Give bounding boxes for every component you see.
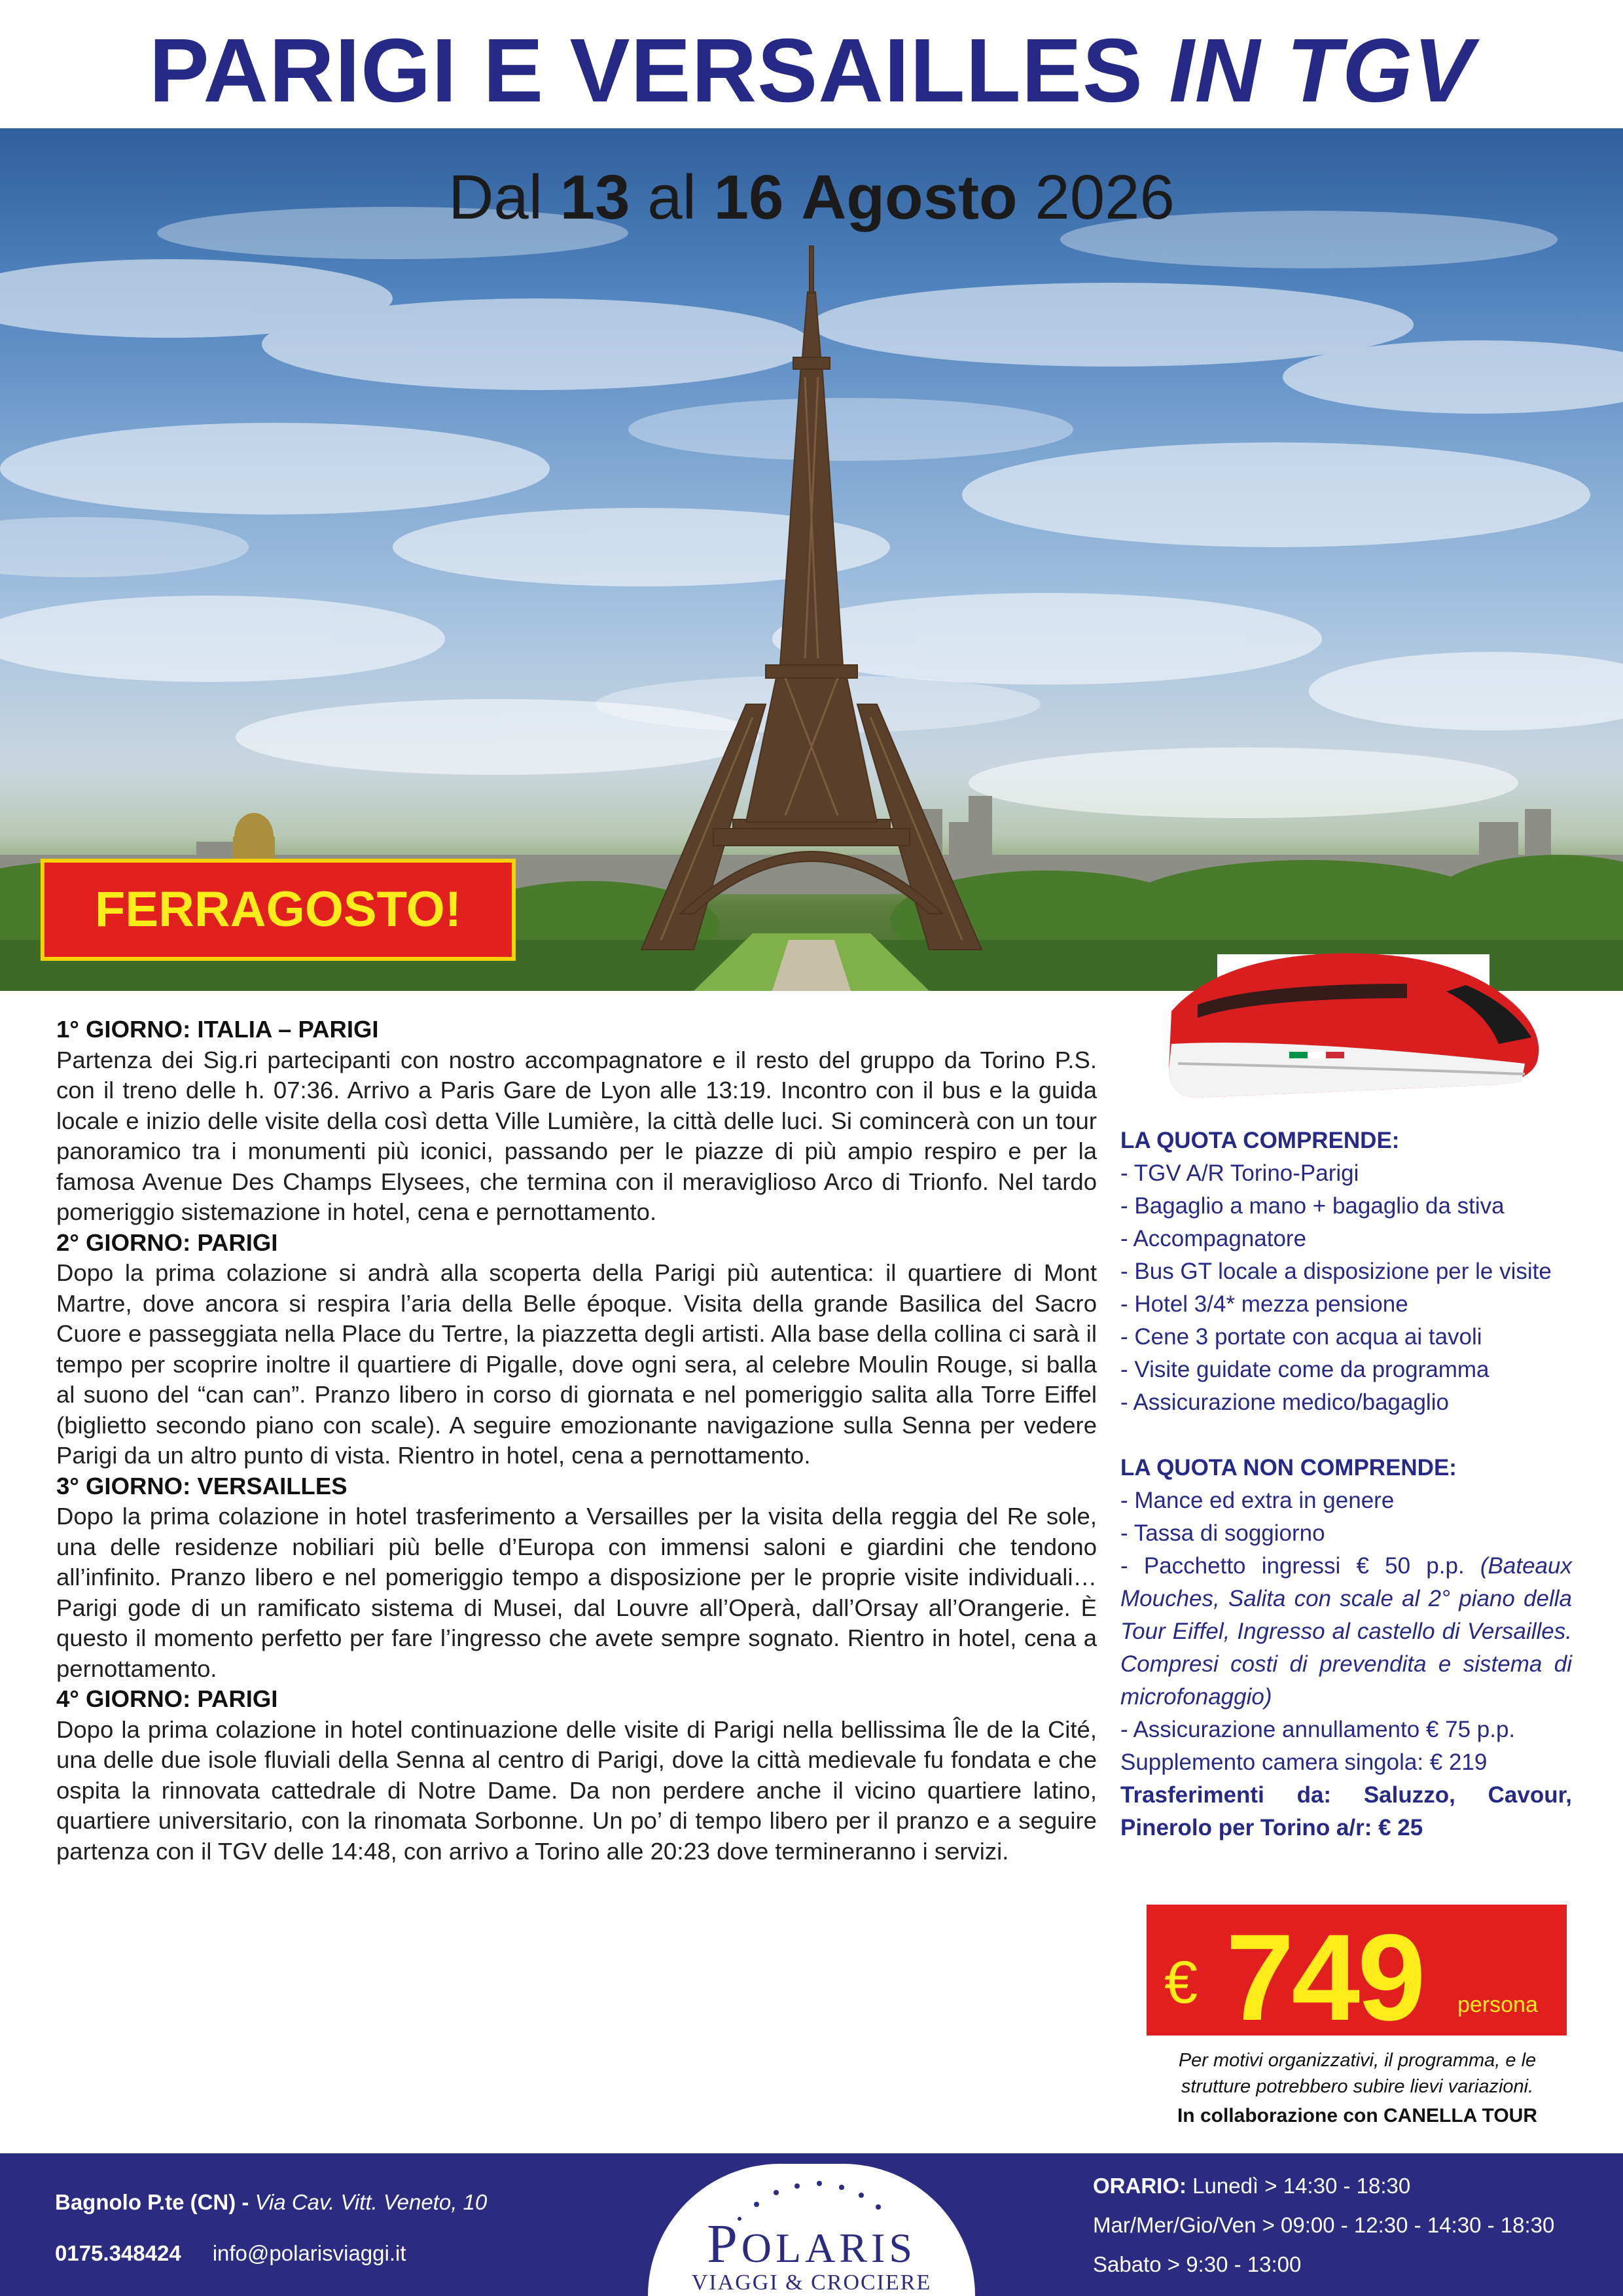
logo-subtitle: VIAGGI & CROCIERE (691, 2270, 932, 2295)
included-item: - TGV A/R Torino-Parigi (1120, 1160, 1359, 1186)
package-note: (Bateaux Mouches, Salita con scale al 2° piano della Tour Eiffel, Ingresso al castello di Versailles. Compresi costi di prevendita e sistema di microfonaggio) (1120, 1553, 1572, 1710)
day1-text: Partenza dei Sig.ri partecipanti con nostro accompagnatore e il resto del gruppo da Torino P.S. con il treno delle h. 07:36. Arrivo a Paris Gare de Lyon alle 13:19. Incontro con il bus e la guida locale e inizio delle visite della così detta Ville Lumière, la città delle luci. Si comincerà con un tour panoramico tra i monumenti più iconici, passando per le piazze di più ampio respiro e per la famosa Avenue Des Champs Elysees, che termina con il meraviglioso Arco di Trionfo. Nel tardo pomeriggio sistemazione in hotel, cena e pernottamento. (56, 1046, 1097, 1225)
date-year: 2026 (1035, 162, 1175, 232)
package-item (1120, 1550, 1572, 1713)
hours-line: Lunedì > 14:30 - 18:30 (1192, 2174, 1411, 2198)
not-included-item: - Tassa di soggiorno (1120, 1520, 1325, 1546)
not-included-item: - Mance ed extra in genere (1120, 1488, 1395, 1513)
tgv-train-illustration (1158, 913, 1551, 1129)
itinerary (56, 1014, 1097, 1867)
page-title (0, 18, 1623, 123)
price-value: 749 (1226, 1909, 1423, 2046)
included-item: - Bus GT locale a disposizione per le visite (1120, 1259, 1552, 1284)
agency-contacts (55, 2177, 487, 2279)
title-main: PARIGI E VERSAILLES (149, 20, 1143, 121)
day2-text: Dopo la prima colazione si andrà alla scoperta della Parigi più autentica: il quartiere di Mont Martre, dove ancora si respira l’aria della Belle époque. Visita della grande Basilica del Sacro Cuore e passeggiata nella Place du Tertre, la piazzetta degli artisti. Alla base della collina ci sarà il tempo per scoprire inoltre il quartiere di Pigalle, dove ogni sera, al celebre Moulin Rouge, si balla al suono del “can can”. Pranzo libero in corso di giornata e nel pomeriggio salita alla Torre Eiffel (biglietto secondo piano con scale). A seguire emozionante navigazione sulla Senna per vedere Parigi da un altro punto di vista. Rientro in hotel, cena a pernottamento. (56, 1259, 1097, 1469)
included-item: - Visite guidate come da programma (1120, 1357, 1489, 1382)
day4-text: Dopo la prima colazione in hotel continuazione delle visite di Parigi nella bellissima Île de la Cité, una delle due isole fluviali della Senna al centro di Parigi, dove la città medievale fu fondata e che ospita la rinnovata cattedrale di Notre Dame. Da non perdere anche il vicino quartiere latino, quartiere universitario, con la rinomata Sorbonne. Un po’ di tempo libero per il pranzo e a seguire partenza con il TGV delle 14:48, con arrivo a Torino alle 20:23 dove termineranno i servizi. (56, 1715, 1097, 1865)
agency-city: Bagnolo P.te (CN) - (55, 2190, 249, 2214)
included-item: - Assicurazione medico/bagaglio (1120, 1390, 1449, 1415)
hours-label: ORARIO: (1093, 2174, 1186, 2198)
hours-line: Mar/Mer/Gio/Ven > 09:00 - 12:30 - 14:30 - 18:30 (1093, 2213, 1555, 2237)
agency-phone: 0175.348424 (55, 2241, 181, 2265)
ferragosto-badge: FERRAGOSTO! (41, 859, 516, 961)
package-text: - Pacchetto ingressi € 50 p.p. (1120, 1553, 1465, 1579)
not-included-heading: LA QUOTA NON COMPRENDE: (1120, 1455, 1457, 1480)
date-day1: 13 (560, 162, 630, 232)
collaboration-note: In collaborazione con CANELLA TOUR (1177, 2105, 1538, 2126)
included-item: - Cene 3 portate con acqua ai tavoli (1120, 1324, 1482, 1350)
price-unit: persona (1457, 1992, 1538, 2017)
agency-address: Via Cav. Vitt. Veneto, 10 (255, 2190, 488, 2214)
day3-text: Dopo la prima colazione in hotel trasferimento a Versailles per la visita della reggia del Re sole, una delle residenze nobiliari più belle d’Europa con immensi saloni e giardini che tendono all’infinito. Pranzo libero e nel pomeriggio tempo a disposizione per le proprie visite individuali… Parigi gode di un ramificato sistema di Musei, dal Louvre all’Operà, dall’Orsay all’Orangerie. È questo il momento perfetto per fare l’ingresso che avete sempre sognato. Rientro in hotel, cena a pernottamento. (56, 1503, 1097, 1682)
opening-hours (1093, 2166, 1554, 2284)
price-box (1147, 1905, 1567, 2046)
date-day2: 16 (713, 162, 784, 232)
included-item: - Hotel 3/4* mezza pensione (1120, 1291, 1408, 1317)
transfers-note: Trasferimenti da: Saluzzo, Cavour, Pinerolo per Torino a/r: € 25 (1120, 1782, 1572, 1840)
agency-email: info@polarisviaggi.it (212, 2241, 406, 2265)
disclaimer: Per motivi organizzativi, il programma, e le strutture potrebbero subire lievi variazioni. (1178, 2050, 1537, 2097)
logo-name: POLARIS (707, 2214, 916, 2274)
hours-line: Sabato > 9:30 - 13:00 (1093, 2252, 1302, 2276)
date-dal: Dal (448, 162, 543, 232)
trip-dates (0, 158, 1623, 237)
quote-details (1120, 1124, 1572, 1844)
day3-heading: 3° GIORNO: VERSAILLES (56, 1472, 348, 1499)
cancellation-item: - Assicurazione annullamento € 75 p.p. (1120, 1717, 1516, 1742)
date-al: al (647, 162, 696, 232)
single-supplement: Supplemento camera singola: € 219 (1120, 1749, 1488, 1775)
included-item: - Accompagnatore (1120, 1226, 1307, 1251)
date-month: Agosto (801, 162, 1018, 232)
title-italic: IN TGV (1169, 20, 1474, 121)
included-item: - Bagaglio a mano + bagaglio da stiva (1120, 1193, 1505, 1219)
day4-heading: 4° GIORNO: PARIGI (56, 1685, 278, 1712)
day2-heading: 2° GIORNO: PARIGI (56, 1229, 278, 1256)
included-heading: LA QUOTA COMPRENDE: (1120, 1128, 1400, 1153)
price-currency: € (1164, 1949, 1198, 2016)
day1-heading: 1° GIORNO: ITALIA – PARIGI (56, 1016, 379, 1043)
polaris-logo (648, 2164, 975, 2296)
